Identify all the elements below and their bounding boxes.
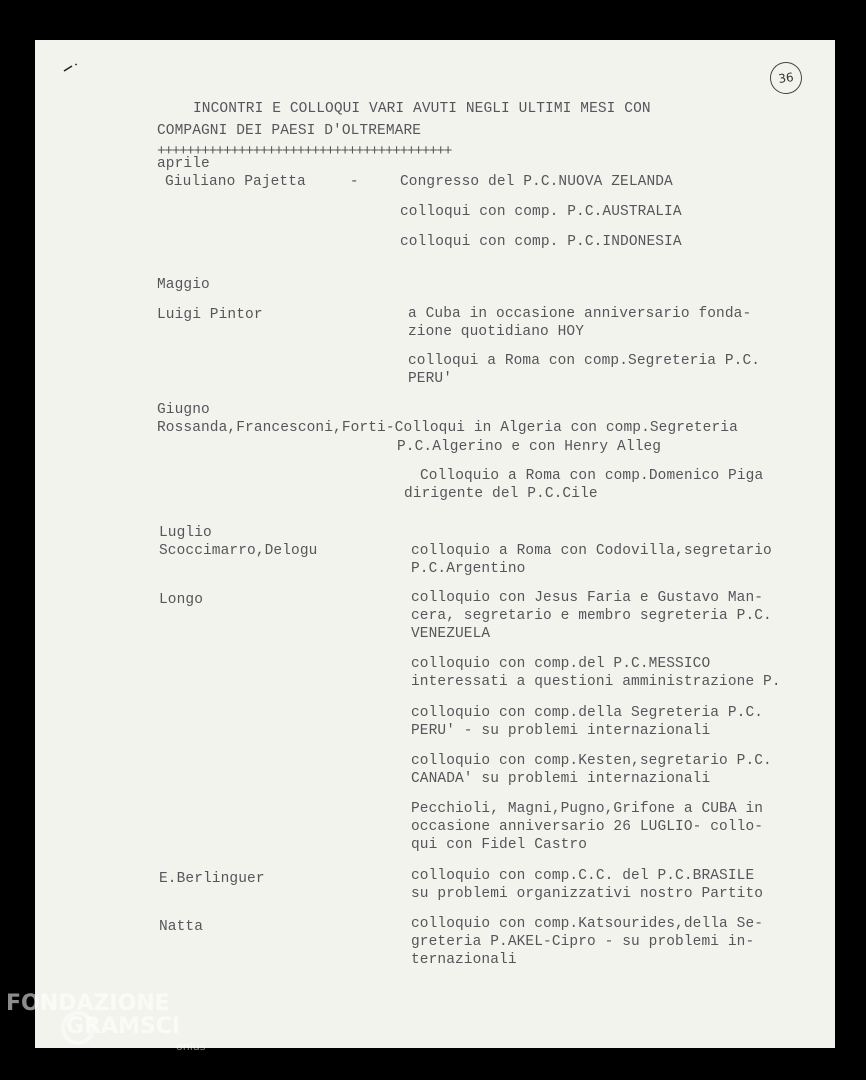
- month-heading-luglio: Luglio: [159, 525, 212, 541]
- month-heading-maggio: Maggio: [157, 277, 210, 293]
- entry-line: CANADA' su problemi internazionali: [411, 771, 711, 787]
- entry-line: colloqui con comp. P.C.INDONESIA: [400, 234, 682, 250]
- month-heading-giugno: Giugno: [157, 402, 210, 418]
- month-heading-aprile: aprile: [157, 156, 210, 172]
- entry-line: colloquio con comp.C.C. del P.C.BRASILE: [411, 868, 755, 884]
- person-name: Rossanda,Francesconi,Forti-Colloqui in Algeria con comp.Segreteria: [157, 420, 738, 436]
- entry-line: P.C.Argentino: [411, 561, 526, 577]
- person-name: Giuliano Pajetta -: [165, 174, 359, 190]
- person-name: Luigi Pintor: [157, 307, 263, 323]
- entry-line: zione quotidiano HOY: [408, 324, 585, 340]
- entry-line: greteria P.AKEL-Cipro - su problemi in-: [411, 934, 755, 950]
- entry-line: PERU': [408, 371, 453, 387]
- entry-line: ternazionali: [411, 952, 517, 968]
- entry-line: colloquio a Roma con Codovilla,segretario: [411, 543, 772, 559]
- entry-line: qui con Fidel Castro: [411, 837, 588, 853]
- fondazione-gramsci-watermark: [6, 986, 216, 1060]
- entry-line: interessati a questioni amministrazione P.: [411, 674, 781, 690]
- entry-line: colloquio con Jesus Faria e Gustavo Man-: [411, 590, 764, 606]
- entry-line: colloquio con comp.della Segreteria P.C.: [411, 705, 764, 721]
- entry-line: Congresso del P.C.NUOVA ZELANDA: [400, 174, 673, 190]
- entry-line: cera, segretario e membro segreteria P.C.: [411, 608, 772, 624]
- entry-line: Pecchioli, Magni,Pugno,Grifone a CUBA in: [411, 801, 764, 817]
- document-title-line-2: COMPAGNI DEI PAESI D'OLTREMARE: [157, 123, 422, 139]
- svg-text:GRAMSCI: GRAMSCI: [66, 1014, 181, 1039]
- entry-line: su problemi organizzativi nostro Partito: [411, 886, 764, 902]
- entry-line: colloquio con comp.Kesten,segretario P.C.: [411, 753, 772, 769]
- person-name: Natta: [159, 919, 204, 935]
- title-rule: ++++++++++++++++++++++++++++++++++++++++: [157, 144, 452, 160]
- entry-line: colloqui con comp. P.C.AUSTRALIA: [400, 204, 682, 220]
- entry-line: colloqui a Roma con comp.Segreteria P.C.: [408, 353, 761, 369]
- svg-text:onlus: onlus: [176, 1040, 206, 1053]
- entry-line: colloquio con comp.del P.C.MESSICO: [411, 656, 711, 672]
- entry-line: VENEZUELA: [411, 626, 491, 642]
- entry-line: colloquio con comp.Katsourides,della Se-: [411, 916, 764, 932]
- entry-line: P.C.Algerino e con Henry Alleg: [397, 439, 662, 455]
- person-name: Scoccimarro,Delogu: [159, 543, 318, 559]
- entry-line: dirigente del P.C.Cile: [404, 486, 598, 502]
- person-name: E.Berlinguer: [159, 871, 265, 887]
- entry-line: a Cuba in occasione anniversario fonda-: [408, 306, 752, 322]
- entry-line: occasione anniversario 26 LUGLIO- collo-: [411, 819, 764, 835]
- entry-line: PERU' - su problemi internazionali: [411, 723, 711, 739]
- entry-line: Colloquio a Roma con comp.Domenico Piga: [420, 468, 764, 484]
- document-title-line-1: INCONTRI E COLLOQUI VARI AVUTI NEGLI ULTIMI MESI CON: [193, 101, 651, 117]
- page-number: 36: [768, 60, 804, 96]
- svg-text:FONDAZIONE: FONDAZIONE: [6, 991, 170, 1016]
- person-name: Longo: [159, 592, 204, 608]
- pen-mark: [63, 60, 77, 70]
